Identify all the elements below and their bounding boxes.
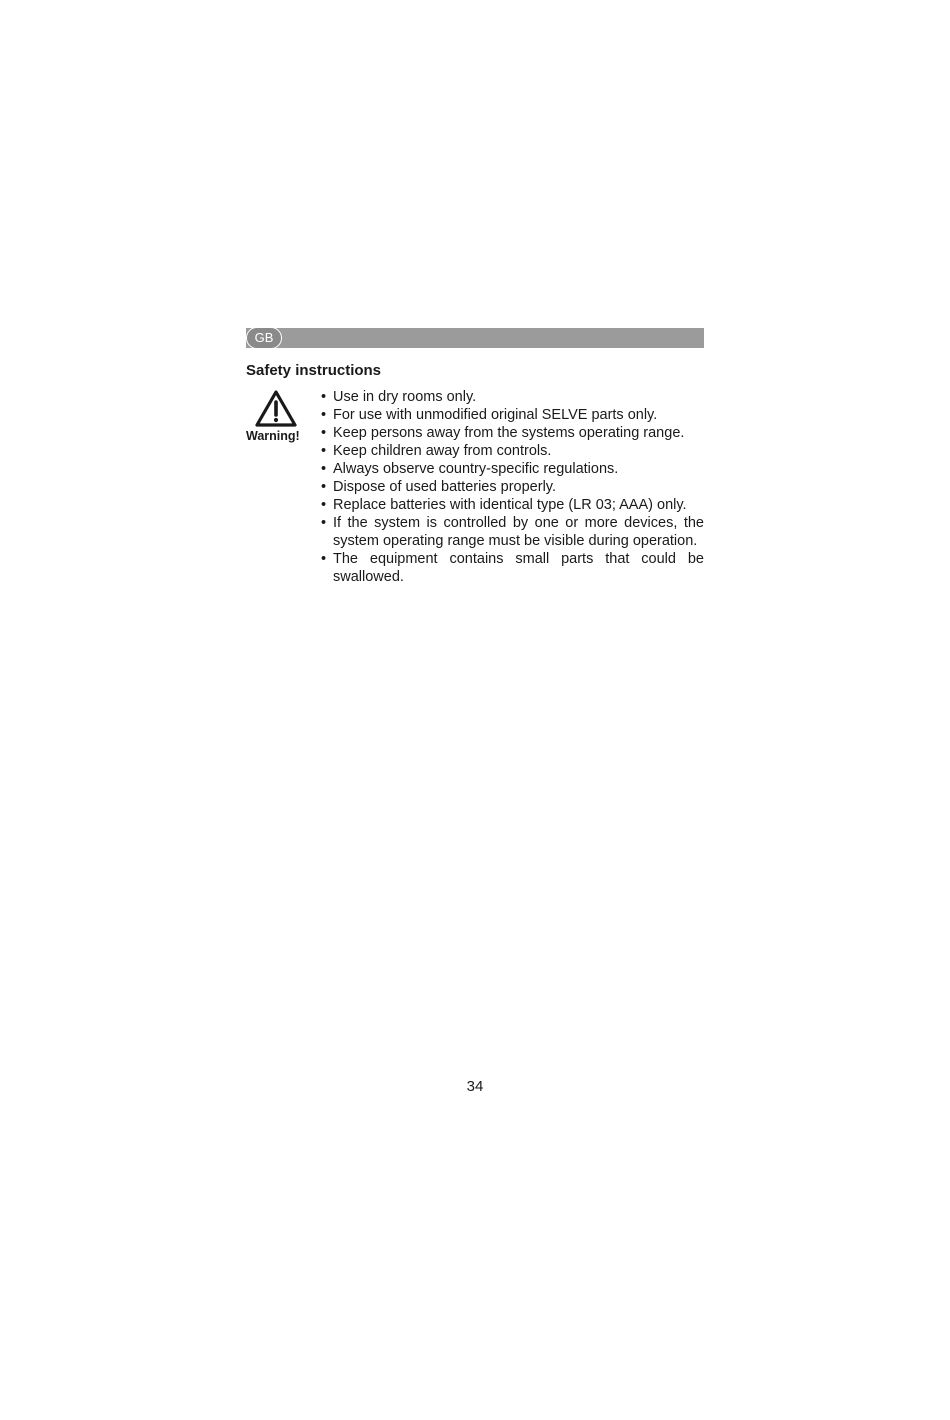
- safety-list: [321, 388, 704, 586]
- section-title: Safety instructions: [246, 362, 382, 379]
- list-item: • Keep children away from controls.: [321, 442, 704, 460]
- header-bar: [246, 328, 704, 348]
- warning-label: Warning!: [246, 429, 300, 443]
- list-item: • If the system is controlled by one or more devices, the system operating range must be visible during operation.: [321, 514, 704, 550]
- warning-block: [246, 389, 306, 443]
- list-item: • The equipment contains small parts that could be swallowed.: [321, 550, 704, 586]
- page-number: 34: [466, 1078, 484, 1095]
- warning-triangle-icon: [254, 389, 298, 429]
- list-item: • Replace batteries with identical type (LR 03; AAA) only.: [321, 496, 704, 514]
- list-item: • Keep persons away from the systems operating range.: [321, 424, 704, 442]
- list-item: • Always observe country-specific regulations.: [321, 460, 704, 478]
- list-item: • Dispose of used batteries properly.: [321, 478, 704, 496]
- list-item: • For use with unmodified original SELVE parts only.: [321, 406, 704, 424]
- list-item: • Use in dry rooms only.: [321, 388, 704, 406]
- language-badge: GB: [246, 327, 282, 349]
